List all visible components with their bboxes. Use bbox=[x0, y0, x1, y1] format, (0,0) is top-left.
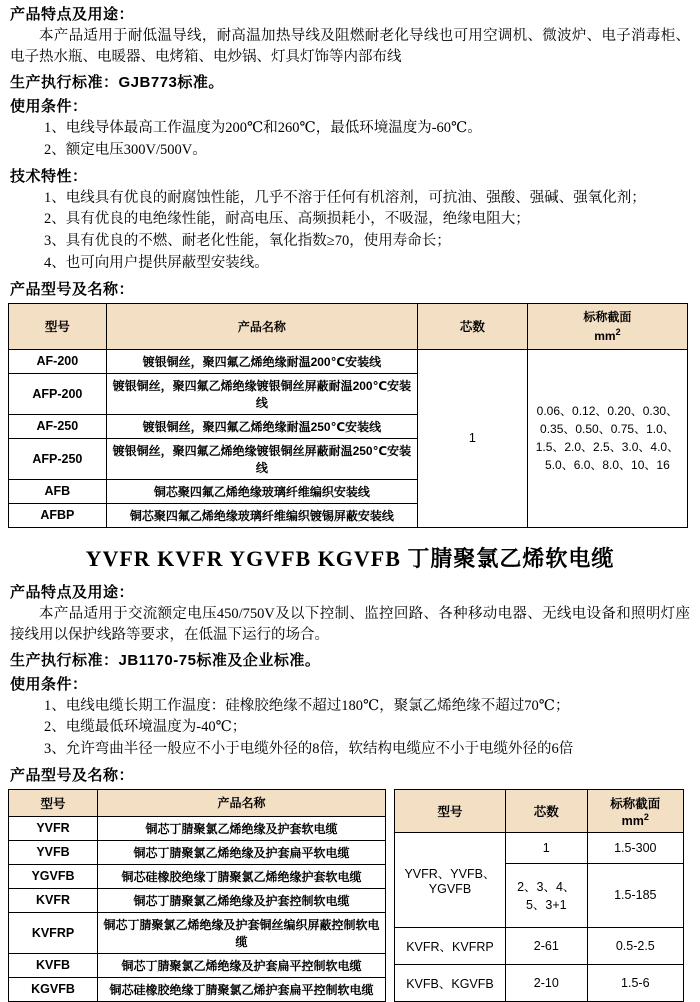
heading-tech-1: 技术特性： bbox=[10, 167, 88, 185]
table-header-row bbox=[395, 789, 684, 832]
column-header-name: 产品名称 bbox=[98, 789, 386, 816]
column-header-model: 型号 bbox=[9, 789, 98, 816]
table-row bbox=[9, 953, 386, 977]
cell-core: 2-61 bbox=[505, 927, 587, 964]
table-row bbox=[9, 840, 386, 864]
product-table-yvfr-specs bbox=[394, 789, 684, 1002]
cell-name: 镀银铜丝，聚四氟乙烯绝缘耐温200℃安装线 bbox=[106, 349, 417, 373]
cell-model: AFB bbox=[9, 479, 107, 503]
heading-standard-1 bbox=[10, 71, 690, 92]
unit-mm: mm bbox=[594, 328, 616, 343]
cell-name: 镀银铜丝，聚四氟乙烯绝缘镀银铜丝屏蔽耐温200℃安装线 bbox=[106, 373, 417, 414]
table-head bbox=[395, 789, 684, 832]
list-tech-1 bbox=[10, 188, 690, 275]
column-header-section bbox=[527, 303, 687, 349]
list-conditions-2 bbox=[10, 696, 690, 761]
section-title-yvfr: YVFR KVFR YGVFB KGVFB 丁腈聚氯乙烯软电缆 bbox=[85, 545, 615, 571]
table-row bbox=[395, 964, 684, 1001]
paragraph-features-2: 本产品适用于交流额定电压450/750V及以下控制、监控回路、各种移动电器、无线电设备和照明灯座接线用以保护线路等要求，在低温下运行的场合。 bbox=[10, 605, 690, 643]
table-header-row bbox=[9, 789, 386, 816]
unit-exponent: 2 bbox=[643, 811, 649, 822]
column-header-section-unit bbox=[532, 326, 683, 345]
table-body bbox=[9, 349, 688, 527]
paragraph-features-1: 本产品适用于耐低温导线，耐高温加热导线及阻燃耐老化导线也可用空调机、微波炉、电子消毒柜、电子热水瓶、电暖器、电烤箱、电炒锅、灯具灯饰等内部布线 bbox=[10, 28, 690, 66]
column-header-section-label: 标称截面 bbox=[583, 309, 632, 324]
list-item: 1、电线导体最高工作温度为200℃和260℃，最低环境温度为-60℃。 bbox=[44, 120, 482, 137]
cell-core: 1 bbox=[505, 832, 587, 863]
column-header-core: 芯数 bbox=[418, 303, 528, 349]
column-header-section-unit bbox=[592, 812, 679, 828]
cell-name: 铜芯丁腈聚氯乙烯绝缘及护套扁平软电缆 bbox=[98, 840, 386, 864]
cell-core: 1 bbox=[418, 349, 528, 527]
table-row bbox=[9, 816, 386, 840]
cell-name: 铜芯丁腈聚氯乙烯绝缘及护套软电缆 bbox=[98, 816, 386, 840]
list-conditions-1 bbox=[10, 118, 690, 162]
unit-mm: mm bbox=[621, 813, 644, 828]
cell-model: YVFB bbox=[9, 840, 98, 864]
list-item: 1、电线电缆长期工作温度：硅橡胶绝缘不超过180℃，聚氯乙烯绝缘不超过70℃； bbox=[44, 697, 570, 714]
cell-name: 镀银铜丝，聚四氟乙烯绝缘镀银铜丝屏蔽耐温250℃安装线 bbox=[106, 438, 417, 479]
list-item: 2、电缆最低环境温度为-40℃； bbox=[44, 719, 247, 736]
cell-model: KGVFB bbox=[9, 977, 98, 1001]
cell-model: AF-200 bbox=[9, 349, 107, 373]
heading-models-1: 产品型号及名称： bbox=[10, 280, 135, 298]
cell-model: KVFB、KGVFB bbox=[395, 964, 506, 1001]
column-header-model: 型号 bbox=[395, 789, 506, 832]
cell-model: AF-250 bbox=[9, 414, 107, 438]
cell-name: 铜芯硅橡胶绝缘丁腈聚氯乙烯护套扁平控制软电缆 bbox=[98, 977, 386, 1001]
cell-section: 1.5-6 bbox=[587, 964, 683, 1001]
cell-model: KVFRP bbox=[9, 912, 98, 953]
column-header-model: 型号 bbox=[9, 303, 107, 349]
cell-model: AFP-250 bbox=[9, 438, 107, 479]
standard-value-1: GJB773标准。 bbox=[118, 74, 224, 92]
table-row bbox=[9, 912, 386, 953]
cell-model: YVFR bbox=[9, 816, 98, 840]
column-header-section-label: 标称截面 bbox=[610, 796, 661, 811]
table-row bbox=[9, 888, 386, 912]
cell-core: 2-10 bbox=[505, 964, 587, 1001]
cell-section: 0.5-2.5 bbox=[587, 927, 683, 964]
cell-core: 2、3、4、5、3+1 bbox=[505, 864, 587, 928]
cell-name: 铜芯丁腈聚氯乙烯绝缘及护套控制软电缆 bbox=[98, 888, 386, 912]
cell-section: 0.06、0.12、0.20、0.30、0.35、0.50、0.75、1.0、1.5、2.0、2.5、3.0、4.0、5.0、6.0、8.0、10、16 bbox=[527, 349, 687, 527]
cell-model: AFBP bbox=[9, 503, 107, 527]
document-page bbox=[0, 3, 700, 997]
table-header-row bbox=[9, 303, 688, 349]
heading-features-2: 产品特点及用途： bbox=[10, 583, 135, 601]
product-table-yvfr-names bbox=[8, 789, 386, 1002]
standard-value-2: JB1170-75标准及企业标准。 bbox=[118, 651, 321, 669]
column-header-core: 芯数 bbox=[505, 789, 587, 832]
cell-model: AFP-200 bbox=[9, 373, 107, 414]
cell-name: 铜芯丁腈聚氯乙烯绝缘及护套扁平控制软电缆 bbox=[98, 953, 386, 977]
heading-standard-1-label: 生产执行标准： bbox=[10, 74, 119, 92]
section-af-series bbox=[0, 3, 700, 299]
cell-section: 1.5-300 bbox=[587, 832, 683, 863]
cell-model: YGVFB bbox=[9, 864, 98, 888]
heading-standard-2-label: 生产执行标准： bbox=[10, 651, 119, 669]
unit-exponent: 2 bbox=[615, 326, 621, 337]
table-row bbox=[9, 977, 386, 1001]
table-row bbox=[9, 864, 386, 888]
cell-section: 1.5-185 bbox=[587, 864, 683, 928]
tables-yvfr bbox=[8, 789, 692, 1002]
list-item: 1、电线具有优良的耐腐蚀性能，几乎不溶于任何有机溶剂，可抗油、强酸、强碱、强氧化剂； bbox=[44, 189, 646, 206]
cell-name: 铜芯聚四氟乙烯绝缘玻璃纤维编织安装线 bbox=[106, 479, 417, 503]
list-item: 3、允许弯曲半径一般应不小于电缆外径的8倍，软结构电缆应不小于电缆外径的6倍 bbox=[44, 741, 574, 758]
cell-name: 镀银铜丝，聚四氟乙烯绝缘耐温250℃安装线 bbox=[106, 414, 417, 438]
table-row bbox=[395, 832, 684, 863]
cell-name: 铜芯硅橡胶绝缘丁腈聚氯乙烯绝缘护套软电缆 bbox=[98, 864, 386, 888]
heading-standard-2 bbox=[10, 649, 690, 670]
column-header-name: 产品名称 bbox=[106, 303, 417, 349]
heading-conditions-1: 使用条件： bbox=[10, 98, 88, 116]
table-body bbox=[395, 832, 684, 1001]
section-yvfr-series bbox=[0, 581, 700, 785]
list-item: 4、也可向用户提供屏蔽型安装线。 bbox=[44, 254, 269, 271]
list-item: 2、具有优良的电绝缘性能，耐高电压、高频损耗小，不吸湿，绝缘电阻大； bbox=[44, 211, 530, 228]
heading-models-2: 产品型号及名称： bbox=[10, 766, 135, 784]
product-table-af bbox=[8, 303, 688, 528]
cell-name: 铜芯聚四氟乙烯绝缘玻璃纤维编织镀锡屏蔽安装线 bbox=[106, 503, 417, 527]
table-head bbox=[9, 789, 386, 816]
table-body bbox=[9, 816, 386, 1001]
column-header-section bbox=[587, 789, 683, 832]
cell-model: YVFR、YVFB、YGVFB bbox=[395, 832, 506, 927]
table-row bbox=[9, 349, 688, 373]
list-item: 2、额定电压300V/500V。 bbox=[44, 141, 207, 158]
cell-model: KVFB bbox=[9, 953, 98, 977]
table-row bbox=[395, 927, 684, 964]
cell-model: KVFR bbox=[9, 888, 98, 912]
heading-features-1: 产品特点及用途： bbox=[10, 6, 135, 23]
table-head bbox=[9, 303, 688, 349]
list-item: 3、具有优良的不燃、耐老化性能，氧化指数≥70，使用寿命长； bbox=[44, 233, 451, 250]
cell-model: KVFR、KVFRP bbox=[395, 927, 506, 964]
heading-conditions-2: 使用条件： bbox=[10, 675, 88, 693]
cell-name: 铜芯丁腈聚氯乙烯绝缘及护套铜丝编织屏蔽控制软电缆 bbox=[98, 912, 386, 953]
